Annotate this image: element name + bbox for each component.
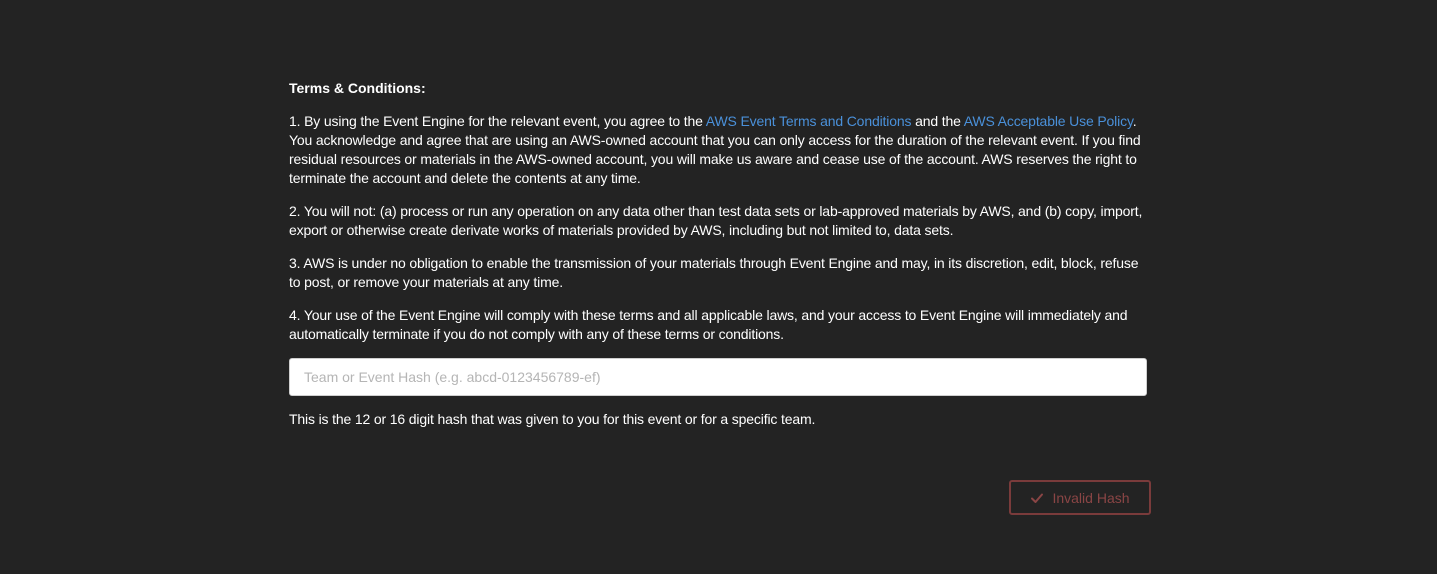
hash-help-text: This is the 12 or 16 digit hash that was given to you for this event or for a specific team.: [289, 411, 816, 427]
terms-paragraph-3: 3. AWS is under no obligation to enable the transmission of your materials through Event Engine and may, in its discretion, edit, block, refuse to post, or remove your materials at any time.: [289, 255, 1139, 290]
terms-heading: Terms & Conditions:: [289, 80, 426, 96]
terms-paragraph-4: 4. Your use of the Event Engine will comply with these terms and all applicable laws, and your access to Event Engine will immediately and automatically terminate if you do not comply with any of these terms or conditions.: [289, 307, 1128, 342]
invalid-hash-button[interactable]: [1009, 480, 1151, 515]
terms-paragraph-2: 2. You will not: (a) process or run any operation on any data other than test data sets or lab-approved materials by AWS, and (b) copy, import, export or otherwise create derivate works of materials provided by AWS, including but not limited to, data sets.: [289, 203, 1143, 238]
terms-p1-before: 1. By using the Event Engine for the relevant event, you agree to the: [289, 113, 706, 129]
aws-event-terms-link[interactable]: AWS Event Terms and Conditions: [705, 113, 912, 129]
check-icon: [1030, 491, 1044, 505]
aws-acceptable-use-link[interactable]: AWS Acceptable Use Policy: [963, 113, 1133, 129]
invalid-hash-label: Invalid Hash: [1052, 489, 1130, 506]
terms-paragraph-1: [289, 112, 1147, 188]
terms-p1-after: . You acknowledge and agree that are using an AWS-owned account that you can only access for the duration of the relevant event. If you find residual resources or materials in the AWS-owned account, you will make us aware and cease use of the account. AWS reserves the right to terminate the account and delete the contents at any time.: [289, 113, 1141, 186]
hash-input[interactable]: [289, 358, 1147, 396]
terms-p1-middle: and the: [911, 113, 964, 129]
terms-container: [289, 79, 1147, 429]
